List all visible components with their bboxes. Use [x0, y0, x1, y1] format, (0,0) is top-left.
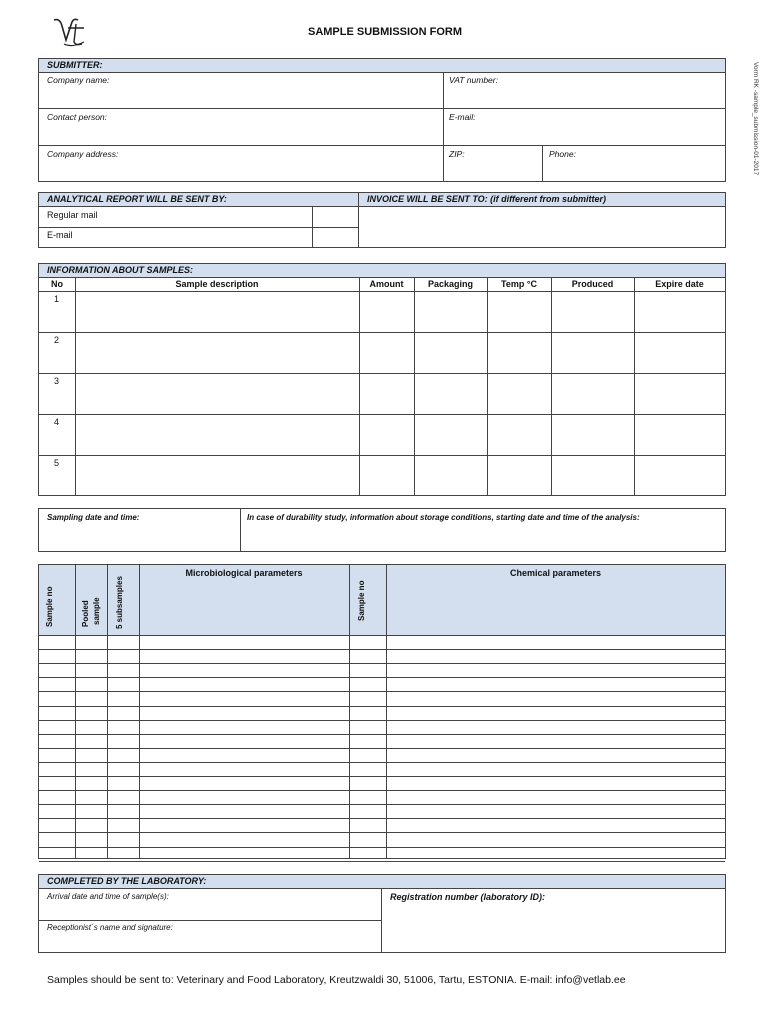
col-produced: Produced	[571, 279, 614, 289]
param-row-divider	[39, 720, 725, 721]
param-row-divider	[39, 818, 725, 819]
param-row-divider	[39, 649, 725, 650]
param-row-divider	[39, 706, 725, 707]
sampling-date-time-field[interactable]: Sampling date and time:	[47, 513, 140, 522]
sample-row-number: 2	[54, 335, 60, 345]
contact-person-field[interactable]: Contact person:	[47, 112, 108, 122]
submitter-section	[38, 58, 726, 182]
invoice-header: INVOICE WILL BE SENT TO: (if different from submitter)	[367, 194, 607, 204]
email-checkbox[interactable]	[313, 228, 357, 247]
submitter-header: SUBMITTER:	[47, 60, 103, 70]
report-header: ANALYTICAL REPORT WILL BE SENT BY:	[47, 194, 227, 204]
param-row-divider	[39, 804, 725, 805]
chemical-params-header: Chemical parameters	[509, 568, 602, 578]
param-row-divider	[39, 762, 725, 763]
col-expire-date: Expire date	[655, 279, 704, 289]
email-field[interactable]: E-mail:	[449, 112, 476, 122]
vat-number-field[interactable]: VAT number:	[449, 75, 498, 85]
col-temp: Temp °C	[501, 279, 537, 289]
param-row-divider	[39, 847, 725, 848]
regular-mail-checkbox[interactable]	[313, 207, 357, 226]
micro-params-header: Microbiological parameters	[185, 568, 303, 578]
regular-mail-option: Regular mail	[47, 210, 98, 220]
param-row-divider	[39, 677, 725, 678]
param-subsamples-header: 5 subsamples	[115, 576, 124, 629]
parameters-section	[38, 564, 726, 859]
sample-row-number: 5	[54, 458, 60, 468]
samples-header: INFORMATION ABOUT SAMPLES:	[47, 265, 193, 275]
param-sample-no-2-header: Sample no	[357, 580, 366, 621]
form-version-note: Vorm RK -sample_submission-01-2017	[752, 62, 759, 176]
registration-number-field[interactable]: Registration number (laboratory ID):	[390, 892, 546, 902]
param-pooled-sample-header-2: sample	[92, 597, 101, 625]
phone-field[interactable]: Phone:	[549, 149, 576, 159]
sampling-section	[38, 508, 726, 552]
lab-header: COMPLETED BY THE LABORATORY:	[47, 876, 207, 886]
sample-row-number: 3	[54, 376, 60, 386]
samples-section	[38, 263, 726, 496]
sample-row-number: 4	[54, 417, 60, 427]
invoice-address-field[interactable]	[359, 207, 725, 247]
param-row-divider	[39, 776, 725, 777]
param-pooled-sample-header: Pooled	[81, 600, 90, 627]
company-name-field[interactable]: Company name:	[47, 75, 110, 85]
email-option: E-mail	[47, 230, 73, 240]
param-sample-no-header: Sample no	[45, 586, 54, 627]
company-address-field[interactable]: Company address:	[47, 149, 119, 159]
page-title: SAMPLE SUBMISSION FORM	[307, 26, 462, 38]
col-amount: Amount	[369, 279, 404, 289]
col-sample-description: Sample description	[175, 279, 259, 289]
col-no: No	[51, 279, 63, 289]
param-row-divider	[39, 832, 725, 833]
param-row-divider	[39, 734, 725, 735]
report-section	[38, 192, 726, 248]
receptionist-field[interactable]: Receptionist´s name and signature:	[47, 923, 173, 932]
param-row-divider	[39, 663, 725, 664]
param-row-divider	[39, 691, 725, 692]
durability-info-field[interactable]: In case of durability study, information about storage conditions, starting date and time of the analysis:	[247, 513, 640, 522]
sample-row-number: 1	[54, 294, 60, 304]
lab-section	[38, 874, 726, 953]
param-row-divider	[39, 790, 725, 791]
arrival-date-field[interactable]: Arrival date and time of sample(s):	[47, 892, 169, 901]
param-row-divider	[39, 748, 725, 749]
footer-address: Samples should be sent to: Veterinary and Food Laboratory, Kreutzwaldi 30, 51006, Tartu, ESTONIA. E-mail: info@vetlab.ee	[47, 974, 626, 986]
param-row-divider	[39, 861, 725, 862]
zip-field[interactable]: ZIP:	[449, 149, 465, 159]
col-packaging: Packaging	[427, 279, 474, 289]
